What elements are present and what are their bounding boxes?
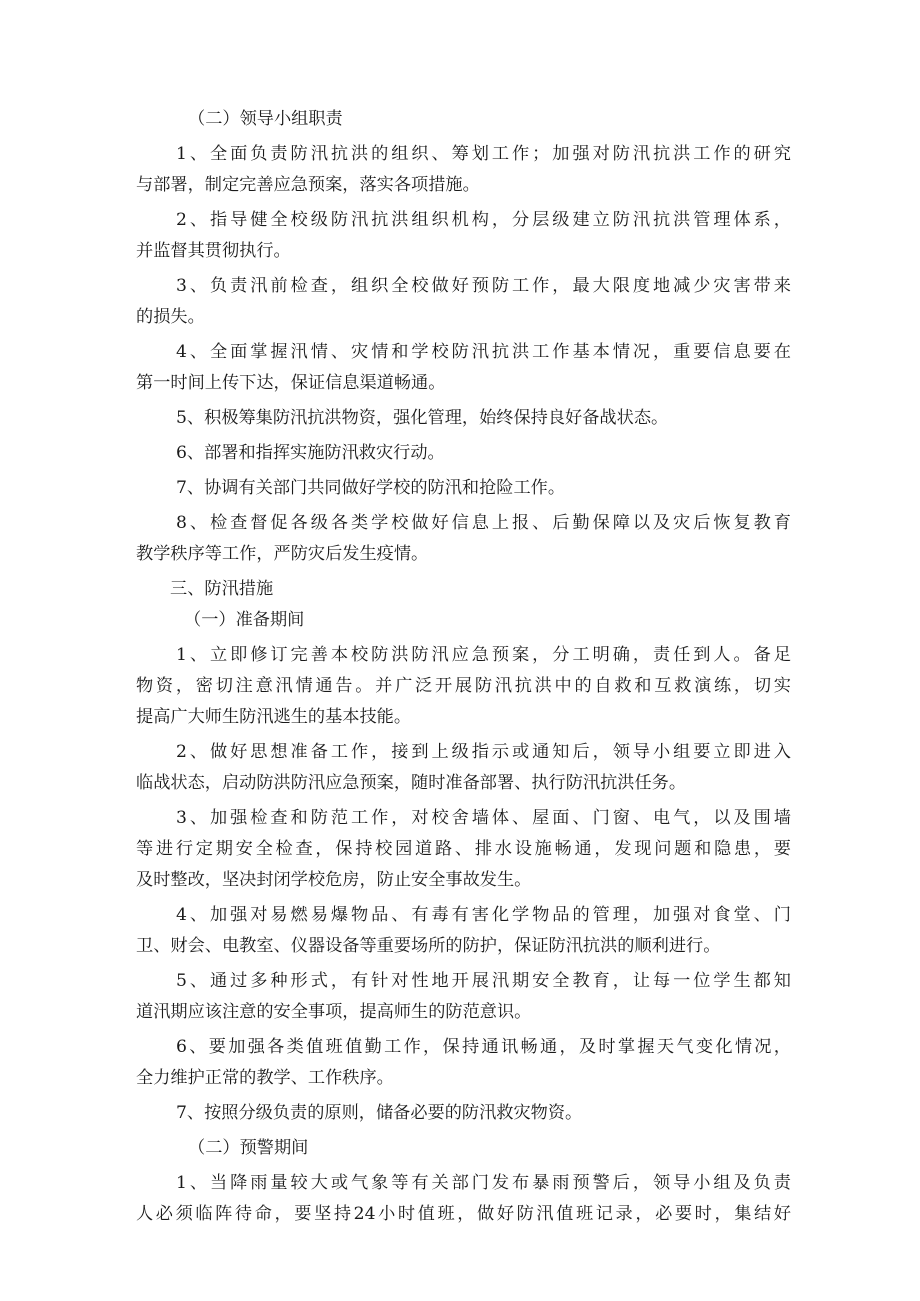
warning-item-1 [136, 1168, 791, 1230]
leader-item-6 [136, 438, 791, 469]
paragraph-line: 4、全面掌握汛情、灾情和学校防汛抗洪工作基本情况，重要信息要在 [176, 342, 791, 362]
prep-item-2 [136, 737, 791, 799]
section-heading-preparation: （一）准备期间 [184, 610, 305, 630]
paragraph-line: 1、立即修订完善本校防洪防汛应急预案，分工明确，责任到人。备足 [176, 645, 791, 665]
paragraph-line: 人必须临阵待命，要坚持24小时值班，做好防汛值班记录，必要时，集结好 [136, 1204, 791, 1224]
paragraph-line: 道汛期应该注意的安全事项，提高师生的防范意识。 [136, 1002, 532, 1022]
paragraph-line: 5、通过多种形式，有针对性地开展汛期安全教育，让每一位学生都知 [176, 971, 791, 991]
paragraph-line: 2、指导健全校级防汛抗洪组织机构，分层级建立防汛抗洪管理体系， [176, 210, 791, 230]
paragraph-line: 6、要加强各类值班值勤工作，保持通讯畅通，及时掌握天气变化情况， [176, 1037, 791, 1057]
leader-item-5 [136, 403, 791, 434]
paragraph-line: 2、做好思想准备工作，接到上级指示或通知后，领导小组要立即进入 [176, 742, 791, 762]
paragraph-line: 6、部署和指挥实施防汛救灾行动。 [176, 443, 445, 463]
leader-item-3 [136, 271, 791, 333]
prep-item-3 [136, 803, 791, 896]
leader-duties-list [136, 139, 791, 570]
paragraph-line: 3、负责汛前检查，组织全校做好预防工作，最大限度地减少灾害带来 [176, 276, 791, 296]
paragraph-line: 7、协调有关部门共同做好学校的防汛和抢险工作。 [176, 478, 566, 498]
paragraph-line: 第一时间上传下达，保证信息渠道畅通。 [136, 373, 446, 393]
section-heading-flood-measures: 三、防汛措施 [170, 579, 274, 599]
paragraph-line: 等进行定期安全检查，保持校园道路、排水设施畅通，发现问题和隐患，要 [136, 839, 791, 859]
prep-item-4 [136, 900, 791, 962]
paragraph-line: 4、加强对易燃易爆物品、有毒有害化学物品的管理，加强对食堂、门 [176, 905, 791, 925]
paragraph-line: 3、加强检查和防范工作，对校舍墙体、屋面、门窗、电气，以及围墙 [176, 808, 791, 828]
section-heading-leader-duties: （二）领导小组职责 [188, 109, 343, 129]
warning-list [136, 1168, 791, 1230]
paragraph-line: 5、积极筹集防汛抗洪物资，强化管理，始终保持良好备战状态。 [176, 408, 669, 428]
document-body [136, 104, 791, 1230]
paragraph-line: 物资，密切注意汛情通告。并广泛开展防汛抗洪中的自救和互救演练，切实 [136, 676, 791, 696]
paragraph-line: 与部署，制定完善应急预案，落实各项措施。 [136, 175, 480, 195]
prep-item-1 [136, 640, 791, 733]
paragraph-line: 的损失。 [136, 307, 205, 327]
paragraph-line: 提高广大师生防汛逃生的基本技能。 [136, 707, 412, 727]
paragraph-line: 教学秩序等工作，严防灾后发生疫情。 [136, 544, 429, 564]
leader-item-4 [136, 337, 791, 399]
leader-item-8 [136, 508, 791, 570]
paragraph-line: 临战状态，启动防洪防汛应急预案，随时准备部署、执行防汛抗洪任务。 [136, 773, 687, 793]
prep-item-6 [136, 1032, 791, 1094]
leader-item-1 [136, 139, 791, 201]
paragraph-line: 卫、财会、电教室、仪器设备等重要场所的防护，保证防汛抗洪的顺利进行。 [136, 936, 721, 956]
prep-item-5 [136, 966, 791, 1028]
prep-item-7 [136, 1098, 791, 1129]
paragraph-line: 8、检查督促各级各类学校做好信息上报、后勤保障以及灾后恢复教育 [176, 513, 791, 533]
paragraph-line: 及时整改，坚决封闭学校危房，防止安全事故发生。 [136, 870, 532, 890]
paragraph-line: 1、全面负责防汛抗洪的组织、筹划工作；加强对防汛抗洪工作的研究 [176, 144, 791, 164]
paragraph-line: 全力维护正常的教学、工作秩序。 [136, 1068, 394, 1088]
preparation-list [136, 640, 791, 1129]
paragraph-line: 1、当降雨量较大或气象等有关部门发布暴雨预警后，领导小组及负责 [176, 1173, 791, 1193]
paragraph-line: 7、按照分级负责的原则，储备必要的防汛救灾物资。 [176, 1103, 583, 1123]
leader-item-7 [136, 473, 791, 504]
leader-item-2 [136, 205, 791, 267]
section-heading-warning: （二）预警期间 [188, 1138, 309, 1158]
paragraph-line: 并监督其贯彻执行。 [136, 241, 291, 261]
